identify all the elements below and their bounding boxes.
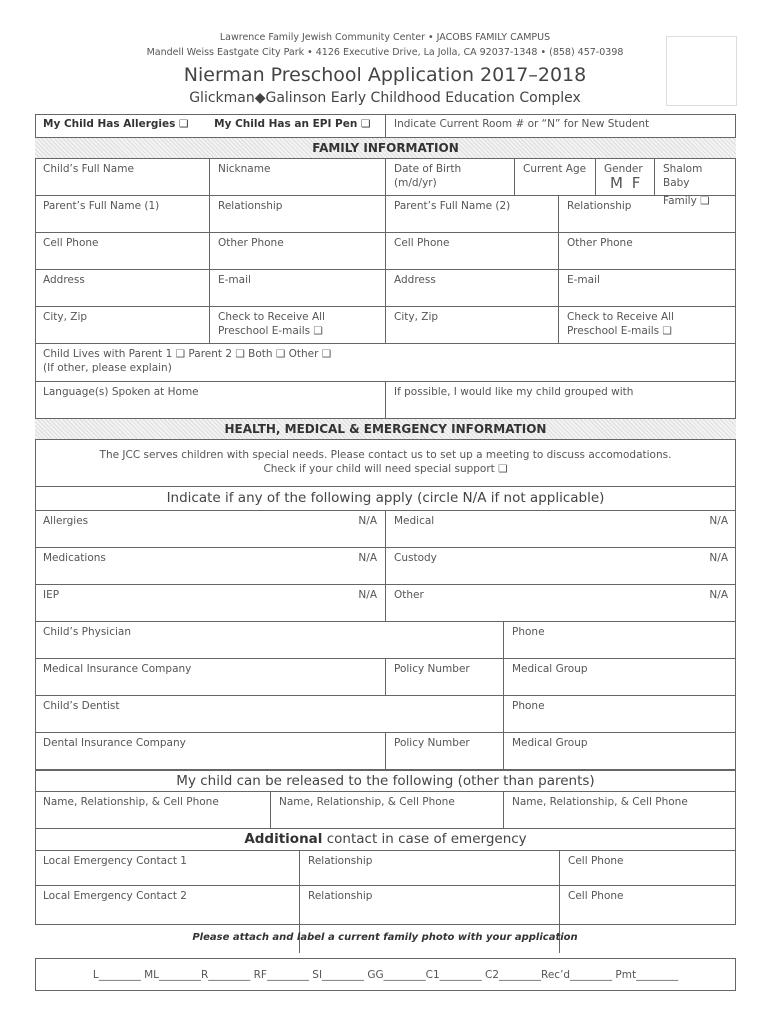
other-health-label: Other: [394, 589, 424, 601]
dentist-phone-field[interactable]: Phone: [512, 700, 545, 712]
custody-field[interactable]: [386, 548, 736, 584]
emergency1-row: [35, 851, 736, 886]
email-opt-in2-checkbox[interactable]: Preschool E-mails ❑: [567, 325, 672, 337]
medical-na[interactable]: N/A: [709, 515, 728, 527]
email-opt-in2-line1: Check to Receive All: [567, 311, 674, 323]
dental-insurance-row: [35, 733, 736, 770]
emergency1-relationship[interactable]: Relationship: [300, 851, 560, 885]
dental-policy-field[interactable]: Policy Number: [386, 733, 504, 769]
emergency1-cell[interactable]: Cell Phone: [568, 855, 624, 867]
epi-checkbox[interactable]: My Child Has an EPI Pen ❑: [214, 118, 371, 130]
phone-row: [35, 233, 736, 270]
lives-with-row: [35, 344, 736, 382]
special-needs-row: [35, 440, 736, 487]
emergency-heading-rest: contact in case of emergency: [322, 831, 527, 847]
parent2-field[interactable]: Parent’s Full Name (2): [386, 196, 559, 232]
room-field[interactable]: Indicate Current Room # or “N” for New Student: [394, 118, 650, 130]
languages-field[interactable]: Language(s) Spoken at Home: [35, 382, 386, 418]
dob-field[interactable]: Date of Birth (m/d/yr): [386, 159, 515, 195]
indicate-heading: Indicate if any of the following apply (circle N/A if not applicable): [35, 487, 736, 511]
dental-insurance-field[interactable]: Dental Insurance Company: [35, 733, 386, 769]
city1-field[interactable]: City, Zip: [35, 307, 210, 343]
cell-phone1-field[interactable]: Cell Phone: [35, 233, 210, 269]
email-opt-in1-line1: Check to Receive All: [218, 311, 325, 323]
iep-na[interactable]: N/A: [358, 589, 377, 601]
policy-field[interactable]: Policy Number: [386, 659, 504, 695]
city2-field[interactable]: City, Zip: [386, 307, 559, 343]
special-support-checkbox[interactable]: Check if your child will need special support ❑: [263, 463, 508, 475]
medical-field[interactable]: [386, 511, 736, 547]
emergency2-cell[interactable]: Cell Phone: [568, 890, 624, 902]
child-name-field[interactable]: Child’s Full Name: [35, 159, 210, 195]
health-heading: HEALTH, MEDICAL & EMERGENCY INFORMATION: [35, 419, 736, 440]
insurance-row: [35, 659, 736, 696]
office-use-row[interactable]: L________ ML________R________ RF________ SI________ GG________C1________ C2________Rec’d________ Pmt________: [35, 958, 736, 991]
medical-label: Medical: [394, 515, 435, 527]
page-subtitle: Glickman◆Galinson Early Childhood Education Complex: [189, 90, 581, 106]
emergency1-field[interactable]: Local Emergency Contact 1: [35, 851, 300, 885]
lives-with-checkboxes[interactable]: Child Lives with Parent 1 ❑ Parent 2 ❑ Both ❑ Other ❑: [43, 348, 332, 360]
allergies-checkbox[interactable]: My Child Has Allergies ❑: [43, 118, 189, 130]
page-title: Nierman Preschool Application 2017–2018: [183, 64, 587, 86]
allergies-row: [35, 511, 736, 548]
other-phone1-field[interactable]: Other Phone: [210, 233, 386, 269]
dental-group-field[interactable]: Medical Group: [512, 737, 588, 749]
parent1-field[interactable]: Parent’s Full Name (1): [35, 196, 210, 232]
parent-row: [35, 196, 736, 233]
other-health-field[interactable]: [386, 585, 736, 621]
photo-placeholder: [666, 36, 737, 106]
physician-phone-field[interactable]: Phone: [512, 626, 545, 638]
city-row: [35, 307, 736, 344]
language-row: [35, 382, 736, 419]
release-contact2[interactable]: Name, Relationship, & Cell Phone: [271, 792, 504, 828]
address1-field[interactable]: Address: [35, 270, 210, 306]
lives-with-explain: (If other, please explain): [43, 362, 172, 374]
emergency2-relationship[interactable]: Relationship: [300, 886, 560, 953]
grouped-with-field[interactable]: If possible, I would like my child grouped with: [394, 386, 634, 398]
address2-field[interactable]: Address: [386, 270, 559, 306]
top-row: [35, 114, 736, 138]
email-opt-in1[interactable]: [210, 307, 386, 343]
gender-field[interactable]: [596, 159, 655, 195]
custody-na[interactable]: N/A: [709, 552, 728, 564]
relationship1-field[interactable]: Relationship: [210, 196, 386, 232]
shalom-label: Shalom Baby: [663, 163, 703, 189]
org-address: Mandell Weiss Eastgate City Park • 4126 Executive Drive, La Jolla, CA 92037-1348 • (858) 457-0398: [146, 47, 624, 58]
email1-field[interactable]: E-mail: [210, 270, 386, 306]
special-needs-note: The JCC serves children with special needs. Please contact us to set up a meeting to discuss accomodations.: [99, 449, 672, 461]
emergency2-field[interactable]: Local Emergency Contact 2: [35, 886, 300, 953]
cell-phone2-field[interactable]: Cell Phone: [386, 233, 559, 269]
insurance-field[interactable]: Medical Insurance Company: [35, 659, 386, 695]
allergies-label: Allergies: [43, 515, 89, 527]
medications-label: Medications: [43, 552, 106, 564]
family-info-heading: FAMILY INFORMATION: [35, 138, 736, 159]
custody-label: Custody: [394, 552, 437, 564]
release-heading: My child can be released to the following (other than parents): [35, 770, 736, 792]
other-phone2-field[interactable]: Other Phone: [567, 237, 633, 249]
medical-group-field[interactable]: Medical Group: [512, 663, 588, 675]
address-row: [35, 270, 736, 307]
medications-na[interactable]: N/A: [358, 552, 377, 564]
iep-row: [35, 585, 736, 622]
org-name: Lawrence Family Jewish Community Center • JACOBS FAMILY CAMPUS: [219, 32, 551, 43]
relationship2-field[interactable]: Relationship: [567, 200, 632, 212]
allergies-na[interactable]: N/A: [358, 515, 377, 527]
iep-label: IEP: [43, 589, 60, 601]
emergency2-row: [35, 886, 736, 924]
emergency-heading-bold: Additional: [244, 831, 323, 847]
release-contact1[interactable]: Name, Relationship, & Cell Phone: [35, 792, 271, 828]
iep-field[interactable]: [35, 585, 386, 621]
gender-label: Gender: [604, 163, 643, 175]
other-health-na[interactable]: N/A: [709, 589, 728, 601]
emergency-heading: [35, 829, 736, 851]
shalom-field[interactable]: [655, 159, 736, 207]
allergies-field[interactable]: [35, 511, 386, 547]
email-opt-in1-checkbox[interactable]: Preschool E-mails ❑: [218, 325, 323, 337]
release-contact3[interactable]: Name, Relationship, & Cell Phone: [512, 796, 688, 808]
age-field[interactable]: Current Age: [515, 159, 596, 195]
top-checks[interactable]: [35, 114, 386, 137]
shalom-checkbox[interactable]: Family ❑: [663, 195, 710, 207]
dentist-field[interactable]: Child’s Dentist: [35, 696, 504, 732]
gender-options[interactable]: M F: [610, 174, 643, 192]
email2-field[interactable]: E-mail: [567, 274, 600, 286]
dentist-row: [35, 696, 736, 733]
email-opt-in2[interactable]: [559, 307, 736, 343]
lives-with-field[interactable]: [35, 344, 736, 381]
release-row: [35, 792, 736, 829]
nickname-field[interactable]: Nickname: [210, 159, 386, 195]
photo-note: Please attach and label a current family photo with your application: [192, 932, 578, 943]
medications-row: [35, 548, 736, 585]
medications-field[interactable]: [35, 548, 386, 584]
physician-row: [35, 622, 736, 659]
physician-field[interactable]: Child’s Physician: [35, 622, 504, 658]
